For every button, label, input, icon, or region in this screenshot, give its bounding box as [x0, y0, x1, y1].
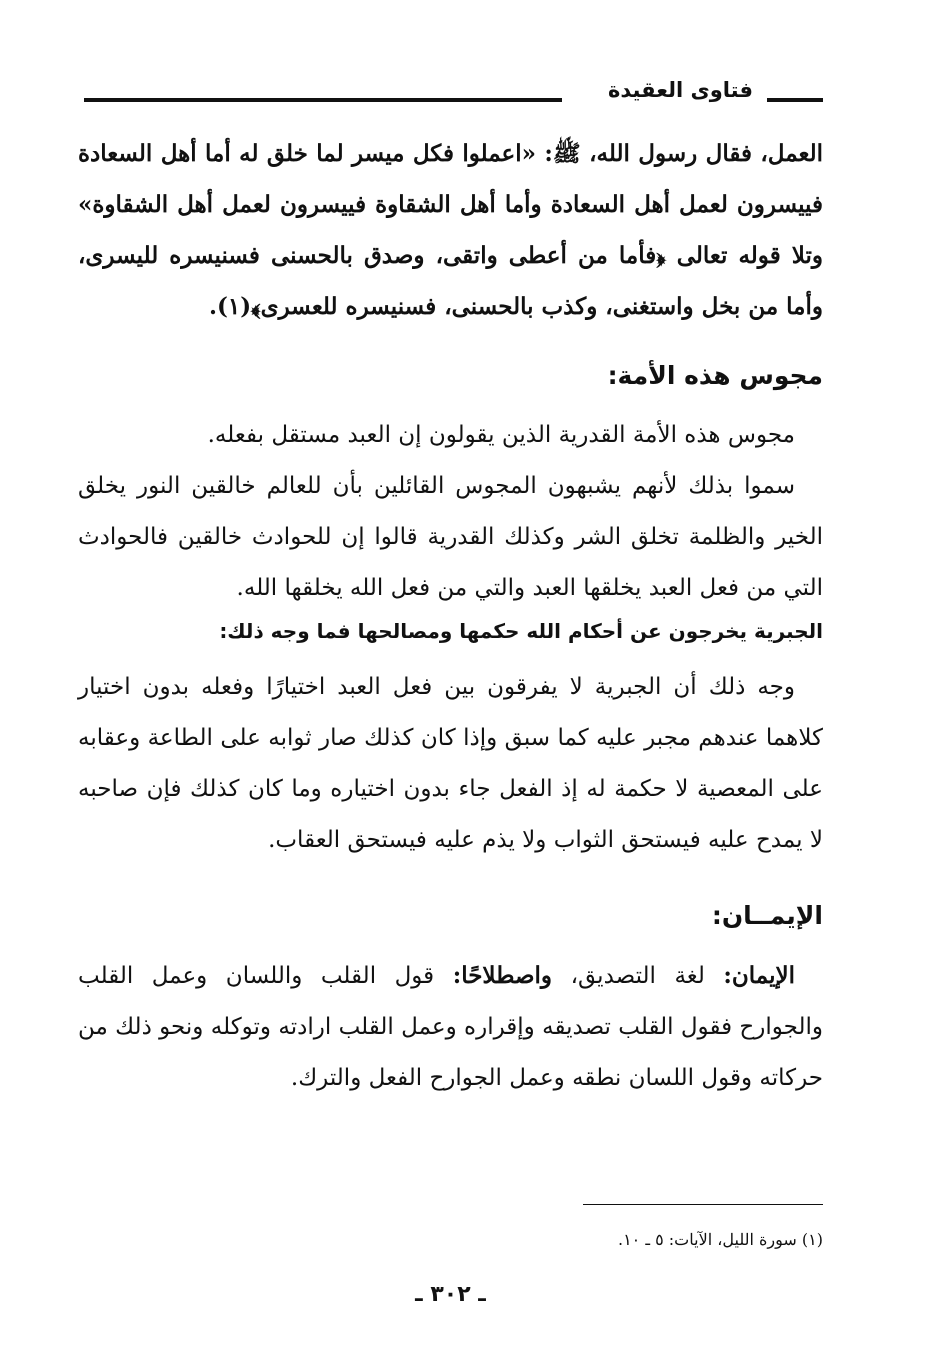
page-content	[78, 128, 823, 1104]
jabriyya-heading: الجبرية يخرجون عن أحكام الله حكمها ومصالحها فما وجه ذلك:	[219, 619, 823, 643]
jabriyya-paragraph: وجه ذلك أن الجبرية لا يفرقون بين فعل العبد اختيارًا وفعله بدون اختيار كلاهما عندهم مجبر عليه كما سبق وإذا كان كذلك صار ثوابه على الطاعة وعقابه على المعصية لا حكمة له إذ الفعل جاء بدون اختياره وما كان كذلك فإن صاحبه لا يمدح عليه فيستحق الثواب ولا يذم عليه فيستحق العقاب.	[78, 674, 823, 853]
footnote: (١) سورة الليل، الآيات: ٥ ـ ١٠.	[617, 1230, 823, 1249]
majus-paragraph-1: مجوس هذه الأمة القدرية الذين يقولون إن العبد مستقل بفعله.	[207, 422, 795, 448]
header-rule-long	[84, 98, 562, 102]
book-page	[78, 70, 823, 1330]
iman-term: الإيمان:	[723, 962, 795, 989]
intro-paragraph: العمل، فقال رسول الله، ﷺ: «اعملوا فكل ميسر لما خلق له أما أهل السعادة فييسرون لعمل أهل السعادة وأما أهل الشقاوة فييسرون لعمل أهل الشقاوة» وتلا قوله تعالى ﴿فأما من أعطى واتقى، وصدق بالحسنى فسنيسره لليسرى، وأما من بخل واستغنى، وكذب بالحسنى، فسنيسره للعسرى﴾(١).	[78, 140, 823, 320]
iman-heading: الإيمــان:	[711, 901, 823, 930]
header-rule-short	[767, 98, 823, 102]
majus-paragraph-2: سموا بذلك لأنهم يشبهون المجوس القائلين بأن للعالم خالقين النور يخلق الخير والظلمة تخلق الشر وكذلك القدرية قالوا إن للحوادث خالقين فالحوادث التي من فعل العبد يخلقها العبد والتي من فعل الله يخلقها الله.	[78, 473, 823, 601]
header-title: فتاوى العقيدة	[608, 78, 753, 102]
running-header	[78, 76, 823, 116]
majus-heading: مجوس هذه الأمة:	[607, 361, 823, 390]
page-number: ـ ٣٠٢ ـ	[415, 1282, 486, 1307]
iman-paragraph: الإيمان: لغة التصديق، واصطلاحًا: قول القلب واللسان وعمل القلب والجوارح فقول القلب تصديقه وإقراره وعمل القلب ارادته وتوكله ونحو ذلك من حركاته وقول اللسان نطقه وعمل الجوارح الفعل والترك.	[78, 962, 823, 1091]
iman-term-technical: واصطلاحًا:	[452, 962, 553, 989]
footnote-rule	[583, 1204, 823, 1205]
